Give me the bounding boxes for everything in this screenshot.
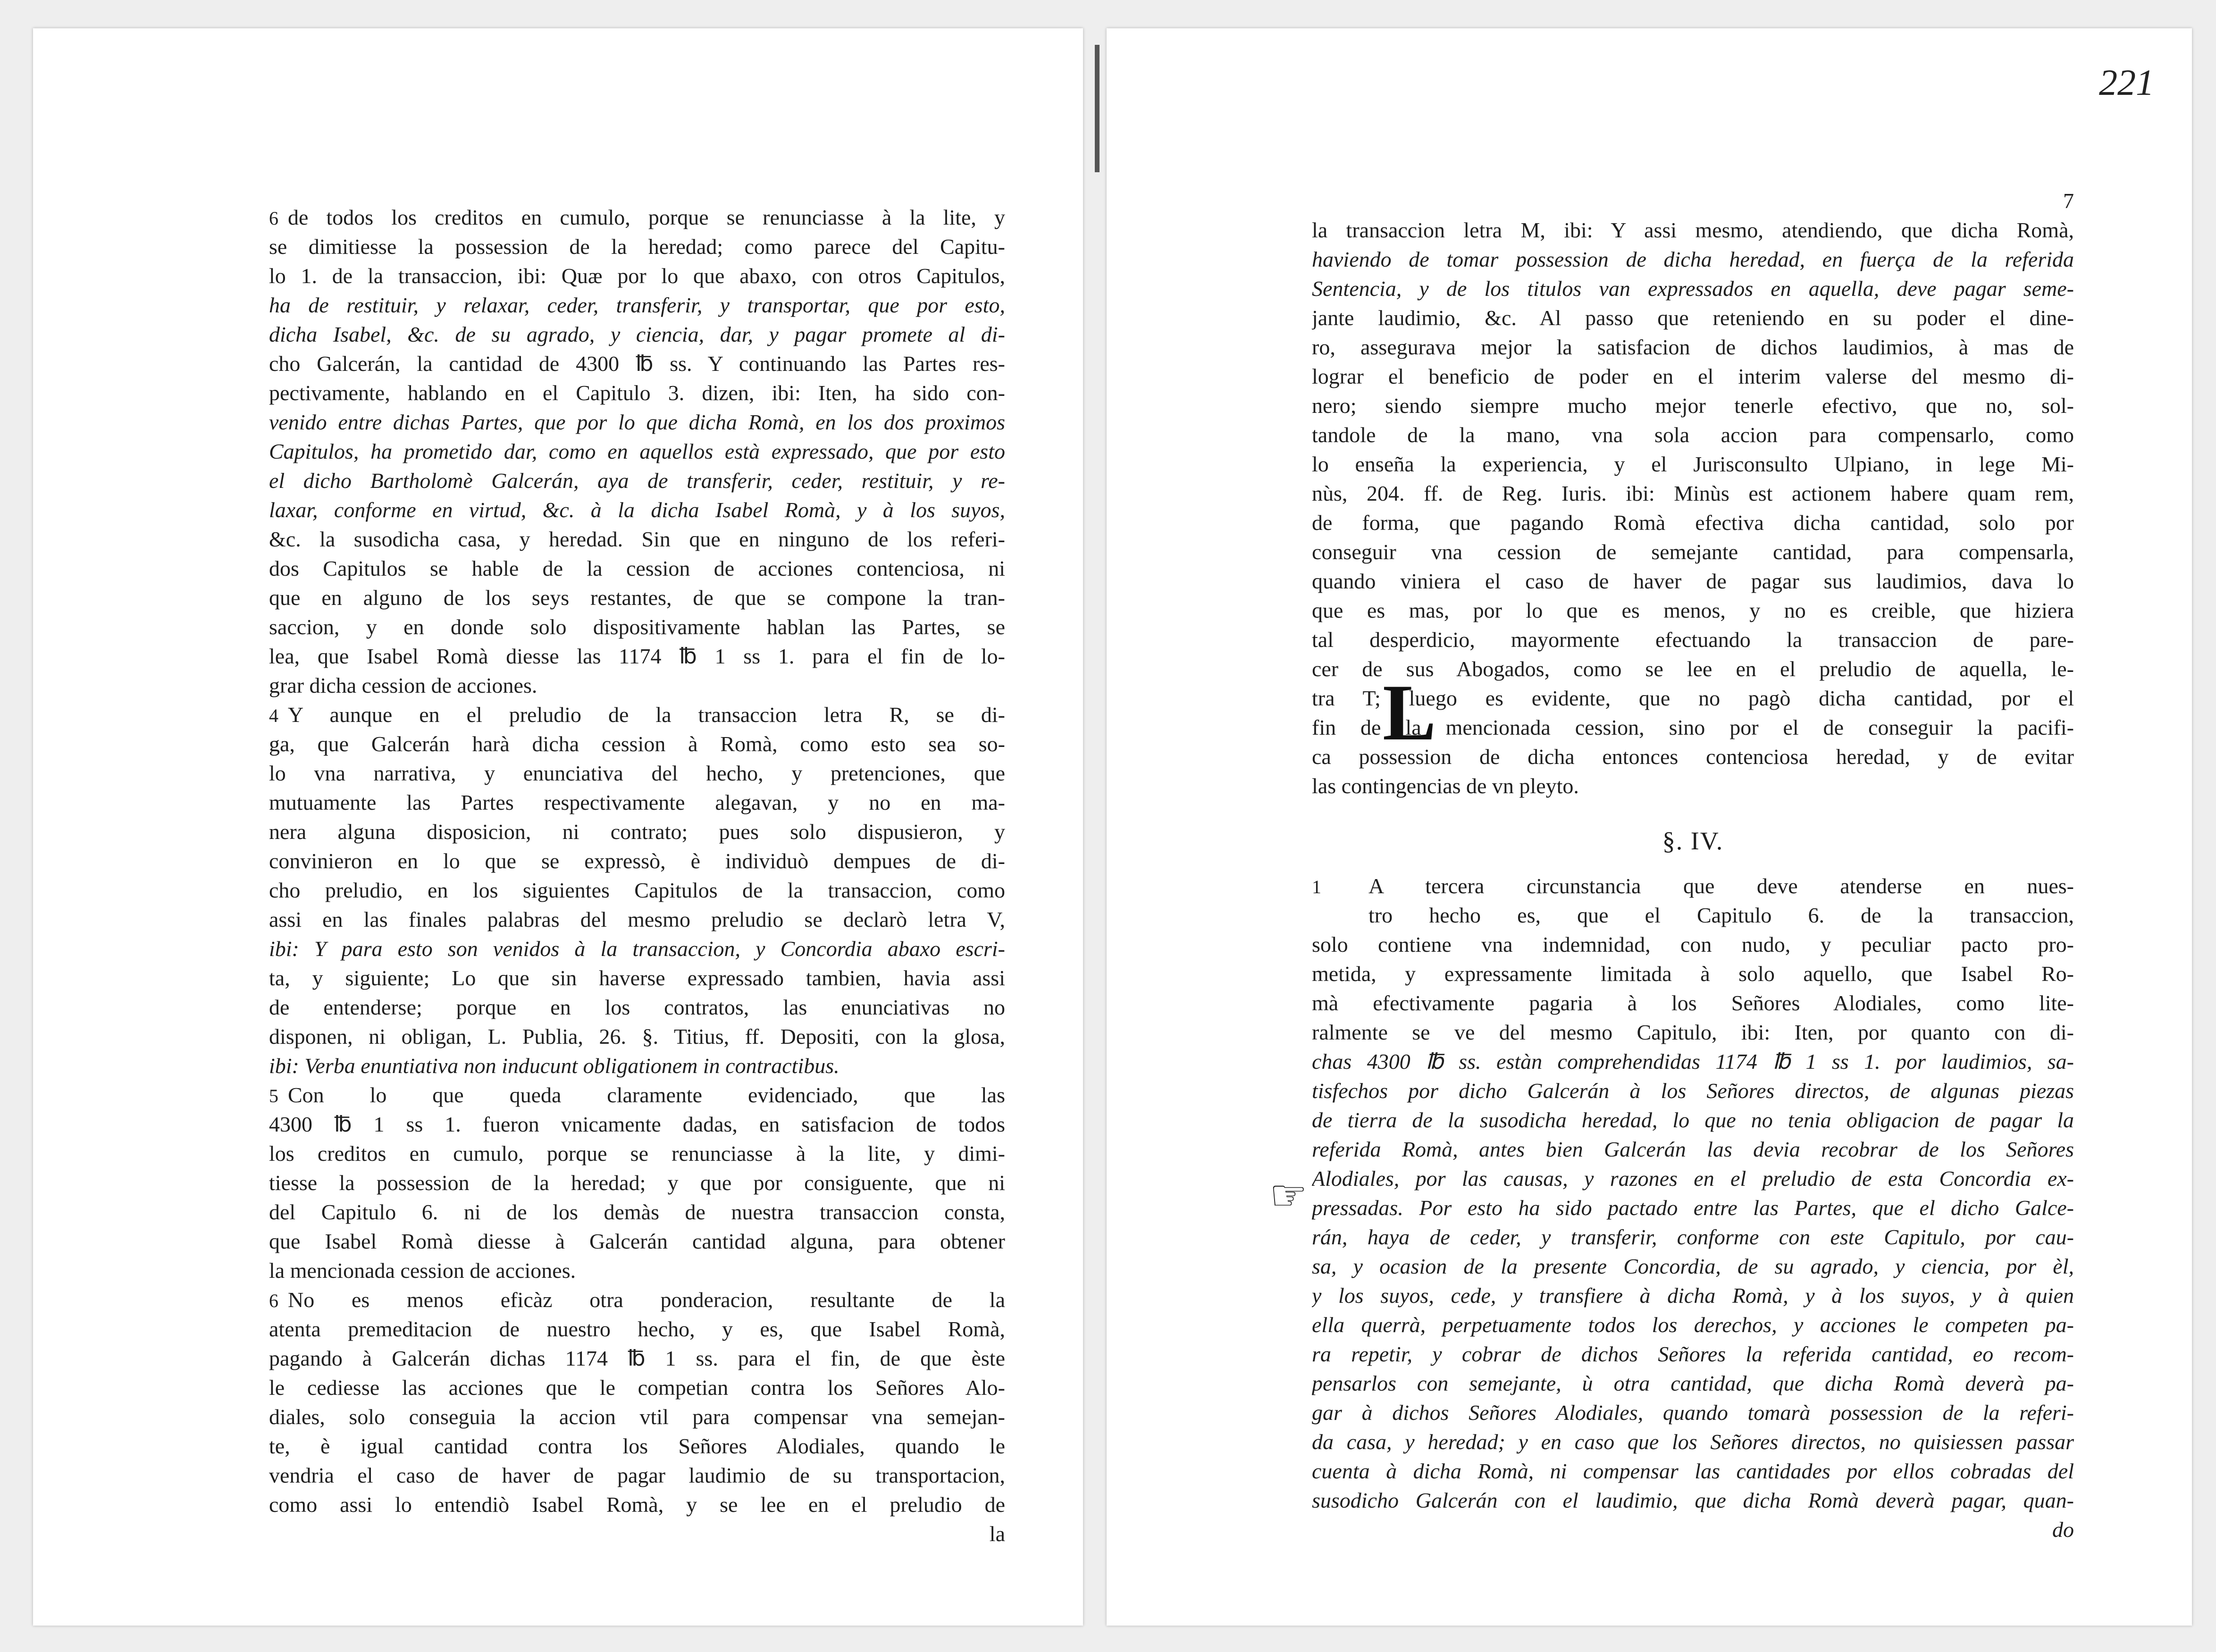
text-line: ella querrà, perpetuamente todos los derechos, y acciones le competen pa- (1312, 1313, 2074, 1337)
text-line: mà efectivamente pagaria à los Señores Alodiales, como lite- (1312, 991, 2074, 1015)
text-line: de tierra de la susodicha heredad, lo que no tenia obligacion de pagar la (1312, 1108, 2074, 1132)
text-line: cho preludio, en los siguientes Capitulos de la transaccion, como (269, 878, 1005, 902)
text-line: fin de la mencionada cession, sino por el de conseguir la pacifi- (1312, 715, 2074, 739)
catchword: la (989, 1522, 1005, 1546)
text-line: gar à dichos Señores Alodiales, quando tomarà possession de la referi- (1312, 1400, 2074, 1425)
text-line: jante laudimio, &c. Al passo que reteniendo en su poder el dine- (1312, 306, 2074, 330)
page-number: 6 (269, 208, 278, 229)
paragraph-number: 6 (269, 1290, 278, 1311)
text-line: grar dicha cession de acciones. (269, 673, 537, 697)
text-line: lea, que Isabel Romà diesse las 1174 ℔ 1 ss 1. para el fin de lo- (269, 644, 1005, 668)
text-line: nùs, 204. ff. de Reg. Iuris. ibi: Minùs est actionem habere quam rem, (1312, 481, 2074, 505)
text-line: lo vna narrativa, y enunciativa del hecho, y pretenciones, que (269, 761, 1005, 785)
text-line: cer de sus Abogados, como se lee en el preludio de aquella, le- (1312, 657, 2074, 681)
text-line: tra T; luego es evidente, que no pagò dicha cantidad, por el (1312, 686, 2074, 710)
text-line: venido entre dichas Partes, que por lo que dicha Romà, en los dos proximos (269, 410, 1005, 434)
text-line: da casa, y heredad; y en caso que los Señores directos, no quisiessen passar (1312, 1430, 2074, 1454)
text-line: de forma, que pagando Romà efectiva dicha cantidad, solo por (1312, 511, 2074, 535)
text-line: sa, y ocasion de la presente Concordia, de su agrado, y ciencia, por èl, (1312, 1254, 2074, 1278)
text-line: ca possession de dicha entonces contenciosa heredad, y de evitar (1312, 745, 2074, 769)
folio-number: 221 (2099, 62, 2154, 103)
text-line: 6 No es menos eficàz otra ponderacion, resultante de la (269, 1288, 1005, 1312)
text-line: ibi: Y para esto son venidos à la transaccion, y Concordia abaxo escri- (269, 937, 1005, 961)
drop-cap: L (1383, 668, 1436, 757)
text-line: rán, haya de ceder, y transferir, conforme con este Capitulo, por cau- (1312, 1225, 2074, 1249)
text-line: tal desperdicio, mayormente efectuando la transaccion de pare- (1312, 628, 2074, 652)
right-page (1107, 28, 2192, 1626)
text-line: los creditos en cumulo, porque se renunciasse à la lite, y dimi- (269, 1141, 1005, 1166)
left-page (33, 28, 1083, 1626)
text-line: Capitulos, ha prometido dar, como en aquellos està expressado, que por esto (269, 439, 1005, 463)
text-line: que en alguno de los seys restantes, de que se compone la tran- (269, 586, 1005, 610)
text-line: mutuamente las Partes respectivamente alegavan, y no en ma- (269, 790, 1005, 814)
text-line: el dicho Bartholomè Galcerán, aya de transferir, ceder, restituir, y re- (269, 469, 1005, 493)
page-number-line (1312, 186, 2074, 216)
text-line: 1 A tercera circunstancia que deve atenderse en nues- (1312, 874, 2074, 898)
text-line: lo 1. de la transaccion, ibi: Quæ por lo que abaxo, con otros Capitulos, (269, 264, 1005, 288)
text-line: pressadas. Por esto ha sido pactado entre las Partes, que el dicho Galce- (1312, 1196, 2074, 1220)
paragraph-number: 4 (269, 705, 278, 726)
text-line: referida Romà, antes bien Galcerán las devia recobrar de los Señores (1312, 1137, 2074, 1161)
text-line: cho Galcerán, la cantidad de 4300 ℔ ss. Y continuando las Partes res- (269, 352, 1005, 376)
text-line: ta, y siguiente; Lo que sin haverse expressado tambien, havia assi (269, 966, 1005, 990)
catchword: do (2052, 1518, 2074, 1542)
text-line: Sentencia, y de los titulos van expressados en aquella, deve pagar seme- (1312, 277, 2074, 301)
text-line: dicha Isabel, &c. de su agrado, y ciencia, dar, y pagar promete al di- (269, 322, 1005, 346)
text-line: y los suyos, cede, y transfiere à dicha Romà, y à los suyos, y à quien (1312, 1283, 2074, 1308)
text-line: atenta premeditacion de nuestro hecho, y es, que Isabel Romà, (269, 1317, 1005, 1341)
text-line: lograr el beneficio de poder en el interim valerse del mesmo di- (1312, 364, 2074, 388)
text-line: Alodiales, por las causas, y razones en el preludio de esta Concordia ex- (1312, 1166, 2074, 1191)
text-line: te, è igual cantidad contra los Señores Alodiales, quando le (269, 1434, 1005, 1458)
text-line: ralmente se ve del mesmo Capitulo, ibi: Iten, por quanto con di- (1312, 1020, 2074, 1044)
text-line: metida, y expressamente limitada à solo aquello, que Isabel Ro- (1312, 962, 2074, 986)
text-line: 6 de todos los creditos en cumulo, porque se renunciasse à la lite, y (269, 205, 1005, 229)
text-line: cuenta à dicha Romà, ni compensar las cantidades por ellos cobradas del (1312, 1459, 2074, 1483)
text-line: pensarlos con semejante, ù otra cantidad, que dicha Romà deverà pa- (1312, 1371, 2074, 1395)
text-line: 5 Con lo que queda claramente evidenciado, que las (269, 1083, 1005, 1107)
paragraph-number: 1 (1312, 876, 1321, 897)
text-line: ro, assegurava mejor la satisfacion de dichos laudimios, à mas de (1312, 335, 2074, 359)
manicule-pointing-hand-icon: ☞ (1269, 1173, 1308, 1219)
text-line: la mencionada cession de acciones. (269, 1258, 576, 1283)
text-line: ha de restituir, y relaxar, ceder, transferir, y transportar, que por esto, (269, 293, 1005, 317)
text-line: las contingencias de vn pleyto. (1312, 774, 1579, 798)
text-line: 4300 ℔ 1 ss 1. fueron vnicamente dadas, en satisfacion de todos (269, 1112, 1005, 1136)
text-line: vendria el caso de haver de pagar laudimio de su transportacion, (269, 1463, 1005, 1487)
text-line: 4 Y aunque en el preludio de la transaccion letra R, se di- (269, 703, 1005, 727)
text-line: solo contiene vna indemnidad, con nudo, y peculiar pacto pro- (1312, 932, 2074, 956)
text-line: la transaccion letra M, ibi: Y assi mesmo, atendiendo, que dicha Romà, (1312, 218, 2074, 242)
text-line: que Isabel Romà diesse à Galcerán cantidad alguna, para obtener (269, 1229, 1005, 1253)
text-line: ga, que Galcerán harà dicha cession à Romà, como esto sea so- (269, 732, 1005, 756)
text-line: del Capitulo 6. ni de los demàs de nuestra transaccion consta, (269, 1200, 1005, 1224)
text-line: tro hecho es, que el Capitulo 6. de la transaccion, (1368, 903, 2074, 927)
text-line: convinieron en lo que se expressò, è individuò dempues de di- (269, 849, 1005, 873)
text-line: pagando à Galcerán dichas 1174 ℔ 1 ss. para el fin, de que èste (269, 1346, 1005, 1370)
text-line: lo enseña la experiencia, y el Jurisconsulto Ulpiano, in lege Mi- (1312, 452, 2074, 476)
text-line: quando viniera el caso de haver de pagar sus laudimios, dava lo (1312, 569, 2074, 593)
text-line: que es mas, por lo que es menos, y no es creible, que hiziera (1312, 598, 2074, 622)
text-line: diales, solo conseguia la accion vtil para compensar vna semejan- (269, 1405, 1005, 1429)
section-heading: §. IV. (1662, 827, 1724, 855)
left-text-block (269, 203, 1005, 1549)
text-line: se dimitiesse la possession de la heredad; como parece del Capitu- (269, 235, 1005, 259)
text-line: nera alguna disposicion, ni contrato; pues solo dispusieron, y (269, 820, 1005, 844)
text-line: conseguir vna cession de semejante cantidad, para compensarla, (1312, 540, 2074, 564)
text-line: susodicho Galcerán con el laudimio, que dicha Romà deverà pagar, quan- (1312, 1488, 2074, 1512)
text-line: saccion, y en donde solo dispositivamente hablan las Partes, se (269, 615, 1005, 639)
text-line: ra repetir, y cobrar de dichos Señores la referida cantidad, eo recom- (1312, 1342, 2074, 1366)
paragraph-number: 5 (269, 1085, 278, 1107)
binding-gutter (1095, 45, 1100, 172)
text-line: disponen, ni obligan, L. Publia, 26. §. Titius, ff. Depositi, con la glosa, (269, 1024, 1005, 1048)
text-line: ibi: Verba enuntiativa non inducunt obligationem in contractibus. (269, 1054, 839, 1078)
text-line: &c. la susodicha casa, y heredad. Sin que en ninguno de los referi- (269, 527, 1005, 551)
text-line: tandole de la mano, vna sola accion para compensarlo, como (1312, 423, 2074, 447)
text-line: laxar, conforme en virtud, &c. à la dicha Isabel Romà, y à los suyos, (269, 498, 1005, 522)
right-text-block (1312, 186, 2074, 1544)
text-line: haviendo de tomar possession de dicha heredad, en fuerça de la referida (1312, 247, 2074, 271)
text-line: nero; siendo siempre mucho mejor tenerle efectivo, que no, sol- (1312, 394, 2074, 418)
text-line: como assi lo entendiò Isabel Romà, y se lee en el preludio de (269, 1493, 1005, 1517)
page-number: 7 (2063, 189, 2074, 213)
text-line: tisfechos por dicho Galcerán à los Señores directos, de algunas piezas (1312, 1079, 2074, 1103)
text-line: pectivamente, hablando en el Capitulo 3. dizen, ibi: Iten, ha sido con- (269, 381, 1005, 405)
text-line: tiesse la possession de la heredad; y que por consiguente, que ni (269, 1171, 1005, 1195)
text-line: le cediesse las acciones que le competian contra los Señores Alo- (269, 1375, 1005, 1400)
text-line: chas 4300 ℔ ss. estàn comprehendidas 1174 ℔ 1 ss 1. por laudimios, sa- (1312, 1049, 2074, 1073)
text-line: de entenderse; porque en los contratos, las enunciativas no (269, 995, 1005, 1019)
text-line: dos Capitulos se hable de la cession de acciones contenciosa, ni (269, 556, 1005, 580)
text-line: assi en las finales palabras del mesmo preludio se declarò letra V, (269, 907, 1005, 931)
